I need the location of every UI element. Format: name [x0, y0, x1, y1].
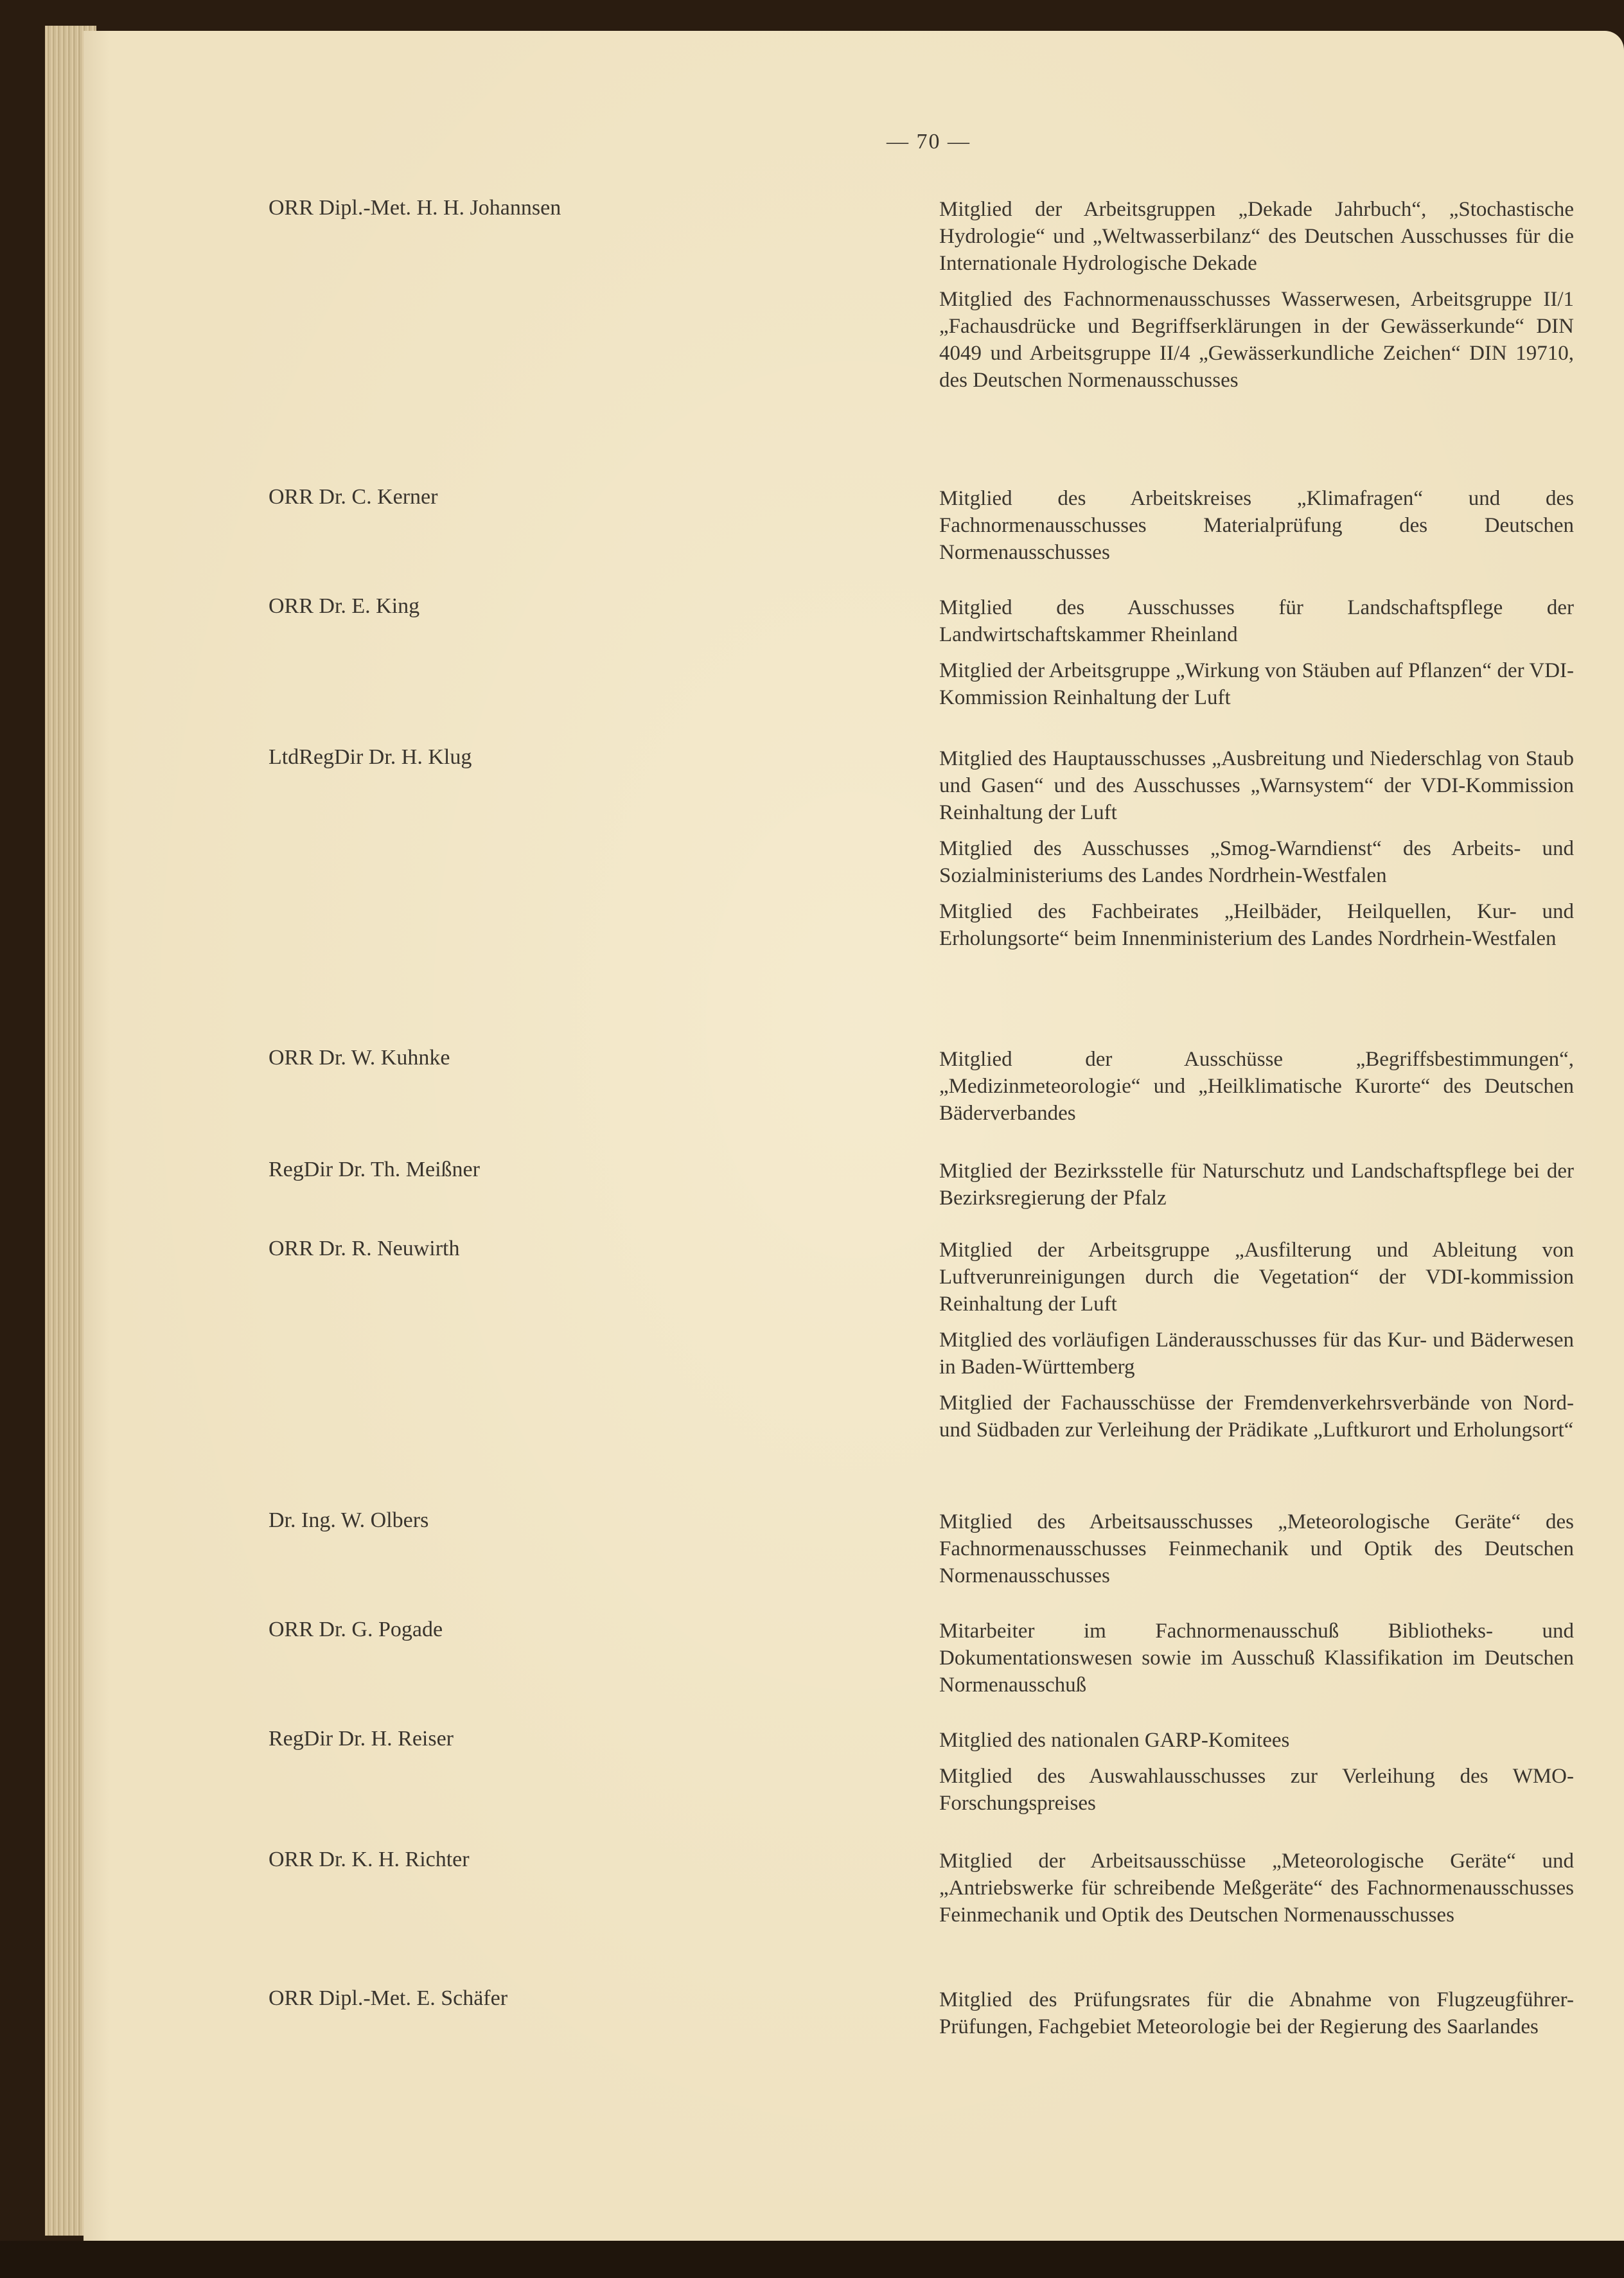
- role-text: Mitglied der Bezirksstelle für Naturschutz und Landschaftspflege bei der Bezirksregierung der Pfalz: [939, 1160, 1574, 1210]
- member-roles: [939, 485, 1574, 575]
- member-name: RegDir Dr. H. Reiser: [269, 1727, 454, 1751]
- role-text: Mitglied des Ausschusses für Landschaftspflege der Landwirtschaftskammer Rheinland: [939, 596, 1574, 646]
- role-text: Mitglied des Fachbeirates „Heilbäder, Heilquellen, Kur- und Erholungsorte“ beim Innenministerium des Landes Nordrhein-Westfalen: [939, 900, 1574, 950]
- member-roles: [939, 196, 1574, 403]
- role-text: Mitglied des Ausschusses „Smog-Warndienst“ des Arbeits- und Sozialministeriums des Landes Nordrhein-Westfalen: [939, 837, 1574, 887]
- role-text: Mitglied des vorläufigen Länderausschusses für das Kur- und Bäderwesen in Baden-Württemberg: [939, 1329, 1574, 1379]
- member-roles: [939, 1158, 1574, 1221]
- member-roles: [939, 1508, 1574, 1598]
- member-name: ORR Dr. G. Pogade: [269, 1618, 443, 1641]
- scan-border: [0, 2241, 1624, 2278]
- role-text: Mitglied der Arbeitsgruppe „Wirkung von Stäuben auf Pflanzen“ der VDI-Kommission Reinhaltung der Luft: [939, 659, 1574, 709]
- member-name: ORR Dr. C. Kerner: [269, 485, 438, 509]
- member-name: ORR Dr. E. King: [269, 594, 420, 618]
- role-text: Mitglied des Hauptausschusses „Ausbreitung und Niederschlag von Staub und Gasen“ und des Ausschusses „Warnsystem“ der VDI-Kommission Reinhaltung der Luft: [939, 747, 1574, 824]
- role-text: Mitglied der Fachausschüsse der Fremdenverkehrsverbände von Nord- und Südbaden zur Verleihung der Prädikate „Luftkurort und Erholungsort“: [939, 1391, 1574, 1442]
- member-name: ORR Dr. K. H. Richter: [269, 1848, 470, 1871]
- member-roles: [939, 1618, 1574, 1708]
- member-roles: [939, 594, 1574, 720]
- role-text: Mitarbeiter im Fachnormenausschuß Bibliotheks- und Dokumentationswesen sowie im Ausschuß Klassifikation im Deutschen Normenausschuß: [939, 1620, 1574, 1697]
- member-roles: [939, 1727, 1574, 1826]
- role-text: Mitglied des Prüfungsrates für die Abnahme von Flugzeugführer-Prüfungen, Fachgebiet Meteorologie bei der Regierung des Saarlandes: [939, 1988, 1574, 2038]
- member-name: LtdRegDir Dr. H. Klug: [269, 745, 472, 769]
- member-roles: [939, 1848, 1574, 1938]
- member-name: ORR Dipl.-Met. H. H. Johannsen: [269, 196, 561, 220]
- member-roles: [939, 1046, 1574, 1136]
- member-name: Dr. Ing. W. Olbers: [269, 1508, 429, 1532]
- member-roles: [939, 745, 1574, 961]
- member-roles: [939, 1986, 1574, 2049]
- role-text: Mitglied der Arbeitsausschüsse „Meteorologische Geräte“ und „Antriebswerke für schreibende Meßgeräte“ des Fachnormenausschusses Feinmechanik und Optik des Deutschen Normenausschusses: [939, 1850, 1574, 1927]
- role-text: Mitglied des Arbeitskreises „Klimafragen“ und des Fachnormenausschusses Materialprüfung des Deutschen Normenausschusses: [939, 487, 1574, 564]
- member-name: ORR Dr. W. Kuhnke: [269, 1046, 450, 1070]
- role-text: Mitglied des Fachnormenausschusses Wasserwesen, Arbeitsgruppe II/1 „Fachausdrücke und Begriffserklärungen in der Gewässerkunde“ DIN 4049 und Arbeitsgruppe II/4 „Gewässerkundliche Zeichen“ DIN 19710, des Deutschen Normenausschusses: [939, 288, 1574, 392]
- role-text: Mitglied der Arbeitsgruppe „Ausfilterung und Ableitung von Luftverunreinigungen durch die Vegetation“ der VDI-kommission Reinhaltung der Luft: [939, 1239, 1574, 1316]
- member-name: ORR Dipl.-Met. E. Schäfer: [269, 1986, 508, 2010]
- page-number: — 70 —: [887, 130, 971, 154]
- role-text: Mitglied des Arbeitsausschusses „Meteorologische Geräte“ des Fachnormenausschusses Feinmechanik und Optik des Deutschen Normenausschusses: [939, 1510, 1574, 1587]
- member-name: RegDir Dr. Th. Meißner: [269, 1158, 480, 1181]
- role-text: Mitglied der Arbeitsgruppen „Dekade Jahrbuch“, „Stochastische Hydrologie“ und „Weltwasserbilanz“ des Deutschen Ausschusses für die Internationale Hydrologische Dekade: [939, 198, 1574, 275]
- role-text: Mitglied der Ausschüsse „Begriffsbestimmungen“, „Medizinmeteorologie“ und „Heilklimatische Kurorte“ des Deutschen Bäderverbandes: [939, 1048, 1574, 1125]
- member-name: ORR Dr. R. Neuwirth: [269, 1237, 460, 1260]
- role-text: Mitglied des nationalen GARP-Komitees: [939, 1729, 1290, 1752]
- role-text: Mitglied des Auswahlausschusses zur Verleihung des WMO-Forschungspreises: [939, 1765, 1574, 1815]
- member-roles: [939, 1237, 1574, 1452]
